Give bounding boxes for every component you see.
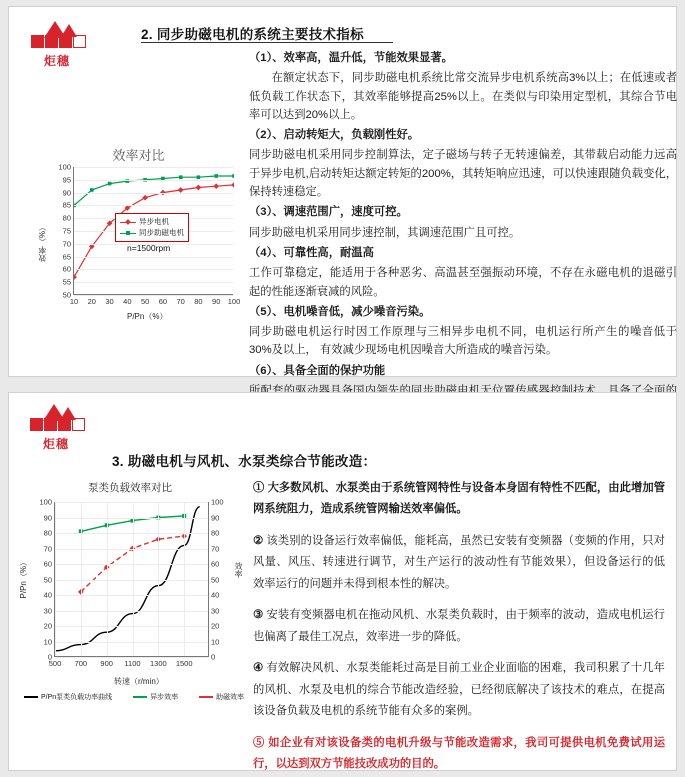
gridline bbox=[74, 193, 233, 194]
y2-axis-tick: 80 bbox=[211, 528, 220, 538]
logo-flame-icon bbox=[29, 21, 85, 51]
chart-2-x-axis-label: 转速（r/min） bbox=[114, 677, 164, 686]
slide-2-title: 3. 助磁电机与风机、水泵类综合节能改造： bbox=[112, 454, 377, 469]
company-logo bbox=[29, 21, 85, 69]
y-axis-tick: 90 bbox=[43, 513, 52, 522]
y-axis-tick: 55 bbox=[62, 277, 71, 287]
x-axis-tick: 1300 bbox=[149, 659, 167, 668]
y-axis-tick: 95 bbox=[62, 175, 71, 185]
item-text: 有效解决风机、水泵类能耗过高是目前工业企业面临的困难，我司积累了十几年的风机、水泵及电机的综合节能改造经验，已经彻底解决了该技术的难点，在提高该设备负载及电机的系统节能有众多的案例。 bbox=[253, 662, 665, 718]
logo-flame-icon-2 bbox=[28, 404, 84, 434]
company-logo-2 bbox=[28, 404, 84, 452]
y2-axis-tick: 50 bbox=[211, 575, 220, 584]
legend-label: P/Pn泵类负载功率曲线 bbox=[41, 694, 113, 701]
y-axis-tick: 100 bbox=[58, 162, 71, 172]
y-axis-tick: 75 bbox=[62, 226, 71, 236]
spec-paragraph: 同步助磁电机采用同步速控制，其调速范围广且可控。 bbox=[249, 226, 521, 239]
x-axis-tick: 1500 bbox=[175, 659, 193, 668]
item-number: ④ bbox=[253, 662, 267, 675]
chart-1-y-axis-label: 效率（%） bbox=[38, 223, 47, 263]
item-number: ② bbox=[253, 534, 267, 547]
numbered-item bbox=[253, 733, 665, 776]
spec-paragraph: 工作可靠稳定，能适用于各种恶劣、高温甚至强振动环境，不存在永磁电机的退磁引起的性能逐渐衰减的风险。 bbox=[249, 267, 677, 298]
y-axis-tick: 85 bbox=[62, 200, 71, 210]
legend-swatch bbox=[120, 222, 136, 223]
y-axis-tick: 90 bbox=[62, 188, 71, 198]
x-axis-tick: 80 bbox=[194, 297, 203, 306]
spec-heading: （5）、电机噪音低，减少噪音污染。 bbox=[249, 305, 431, 318]
numbered-item bbox=[253, 658, 665, 722]
y-axis-tick: 100 bbox=[39, 497, 52, 507]
slide-2-body bbox=[253, 478, 665, 777]
item-text: 大多数风机、水泵类由于系统管网特性与设备本身固有特性不匹配，由此增加管网系统阻力，造成系统管网输送效率偏低。 bbox=[253, 482, 665, 516]
gridline bbox=[74, 167, 233, 168]
legend-label: 助磁效率 bbox=[216, 694, 244, 701]
spec-heading: （3）、调速范围广，速度可控。 bbox=[249, 206, 408, 219]
y-axis-tick: 0 bbox=[47, 652, 52, 662]
y-axis-tick: 65 bbox=[62, 252, 71, 262]
y-axis-tick: 40 bbox=[43, 590, 52, 600]
slide-1-title: 2. 同步助磁电机的系统主要技术指标 bbox=[141, 27, 364, 42]
x-axis-tick: 30 bbox=[105, 297, 114, 306]
y-axis-tick: 50 bbox=[43, 575, 52, 584]
y2-axis-tick: 20 bbox=[211, 621, 220, 631]
chart-1-title: 效率对比 bbox=[112, 148, 165, 163]
gridline-v bbox=[158, 502, 159, 656]
y2-axis-tick: 30 bbox=[211, 606, 220, 615]
legend-swatch bbox=[199, 696, 213, 698]
legend-swatch bbox=[120, 233, 136, 234]
legend-entry bbox=[120, 227, 184, 238]
gridline bbox=[55, 657, 208, 658]
pump-load-efficiency-chart bbox=[14, 480, 246, 725]
chart-1-x-axis-label: P/Pn（%） bbox=[127, 312, 168, 321]
x-axis-tick: 50 bbox=[140, 297, 150, 306]
y2-axis-tick: 40 bbox=[211, 590, 220, 600]
logo-text-2: 炬穗 bbox=[42, 437, 69, 451]
slide-1-body bbox=[249, 49, 677, 421]
x-axis-tick: 20 bbox=[87, 297, 96, 306]
y2-axis-tick: 0 bbox=[211, 652, 216, 662]
y-axis-tick: 60 bbox=[43, 559, 52, 569]
efficiency-comparison-chart bbox=[31, 145, 246, 345]
spec-paragraph: 在额定状态下，同步助磁电机系统比常交流异步电机系统高3%以上；在低速或者低负载工作状态下，其效率能够提高25%以上。在类似与印染用定型机，其综合节电率可以达到20%以上。 bbox=[249, 72, 677, 121]
legend-entry bbox=[199, 692, 244, 702]
numbered-item bbox=[253, 478, 665, 521]
y-axis-tick: 20 bbox=[43, 621, 52, 631]
chart-1-annotation: n=1500rpm bbox=[127, 243, 171, 253]
gridline bbox=[74, 269, 233, 270]
spec-heading: （6）、具备全面的保护功能 bbox=[249, 364, 386, 377]
x-axis-tick: 90 bbox=[212, 297, 221, 306]
legend-entry bbox=[133, 692, 178, 702]
legend-swatch bbox=[133, 696, 147, 698]
slide-1 bbox=[8, 6, 677, 377]
y2-axis-tick: 90 bbox=[211, 513, 220, 522]
y-axis-tick: 60 bbox=[62, 264, 71, 274]
item-number: ③ bbox=[253, 609, 267, 622]
gridline-v bbox=[81, 502, 82, 656]
y-axis-tick: 50 bbox=[62, 290, 71, 300]
item-text: 该类别的设备运行效率偏低，能耗高，虽然已安装有变频器（变频的作用，只对风量、风压、转速进行调节，对生产运行的波动性有节能效果），但设备运行的低效率运行的问题并未得到根本性的解决。 bbox=[253, 534, 665, 590]
spec-heading: （1）、效率高，温升低，节能效果显著。 bbox=[249, 52, 453, 64]
x-axis-tick: 1100 bbox=[124, 659, 141, 668]
chart-2-title: 泵类负载效率对比 bbox=[88, 482, 172, 494]
x-axis-tick: 100 bbox=[227, 297, 241, 306]
chart-2-plot-area bbox=[39, 497, 224, 668]
spec-paragraph: 同步助磁电机运行时因工作原理与三相异步电机不同，电机运行所产生的噪音低于30%及以上， 有效减少现场电机因噪音大所造成的噪音污染。 bbox=[249, 326, 677, 357]
spec-heading: （4）、可靠性高，耐温高 bbox=[249, 246, 374, 259]
chart-1-legend bbox=[115, 213, 189, 242]
logo-text: 炬穗 bbox=[43, 54, 70, 68]
spec-heading: （2）、启动转矩大，负载刚性好。 bbox=[249, 129, 420, 142]
y2-axis-tick: 100 bbox=[211, 497, 224, 507]
x-axis-tick: 500 bbox=[48, 659, 62, 668]
item-text: 如企业有对该设备类的电机升级与节能改造需求，我司可提供电机免费试用运行，以达到双方节能技改成功的目的。 bbox=[253, 736, 666, 770]
item-number: ⑤ bbox=[253, 736, 269, 749]
legend-label: 同步助磁电机 bbox=[139, 228, 184, 238]
x-axis-tick: 10 bbox=[69, 297, 79, 306]
y2-axis-tick: 70 bbox=[211, 544, 220, 553]
numbered-item bbox=[253, 531, 665, 595]
gridline bbox=[74, 205, 233, 206]
legend-swatch bbox=[24, 696, 38, 698]
gridline bbox=[74, 180, 233, 181]
title-underline bbox=[141, 42, 393, 43]
chart-2-y2-axis-label: 效率 bbox=[234, 562, 243, 578]
y-axis-tick: 70 bbox=[43, 544, 52, 553]
item-number: ① bbox=[253, 482, 268, 494]
x-axis-tick: 70 bbox=[176, 297, 185, 306]
legend-entry bbox=[24, 692, 112, 702]
y2-axis-tick: 60 bbox=[211, 559, 220, 569]
y2-axis-tick: 10 bbox=[211, 637, 220, 646]
y-axis-tick: 80 bbox=[62, 213, 71, 223]
x-axis-tick: 700 bbox=[74, 659, 88, 668]
gridline-v bbox=[55, 502, 56, 656]
gridline bbox=[74, 282, 233, 283]
y-axis-tick: 10 bbox=[43, 637, 52, 646]
numbered-item bbox=[253, 605, 665, 648]
y-axis-tick: 80 bbox=[43, 528, 52, 538]
x-axis-tick: 40 bbox=[123, 297, 132, 306]
y-axis-tick: 70 bbox=[62, 239, 71, 249]
x-axis-tick: 900 bbox=[100, 659, 113, 668]
legend-label: 异步效率 bbox=[150, 694, 179, 701]
chart-2-legend bbox=[24, 692, 244, 702]
legend-label: 异步电机 bbox=[139, 217, 169, 226]
x-axis-tick: 60 bbox=[158, 297, 168, 306]
gridline-v bbox=[133, 502, 134, 656]
spec-paragraph: 同步助磁电机采用同步控制算法，定子磁场与转子无转速偏差，其带载启动能力远高于异步电机,启动转矩达额定转矩的200%，其转矩响应迅速，可以快速跟随负载变化，保持转速稳定。 bbox=[249, 149, 677, 199]
gridline-v bbox=[184, 502, 185, 656]
gridline bbox=[74, 257, 233, 258]
y-axis-tick: 30 bbox=[43, 606, 52, 615]
legend-entry bbox=[120, 216, 184, 227]
gridline bbox=[74, 295, 233, 296]
gridline-v bbox=[107, 502, 108, 656]
chart-2-y-axis-label: P/Pn（%） bbox=[19, 558, 28, 599]
item-text: 安装有变频器电机在拖动风机、水泵类负载时，由于频率的波动，造成电机运行也偏离了最佳工况点，效率进一步的降低。 bbox=[253, 609, 665, 643]
